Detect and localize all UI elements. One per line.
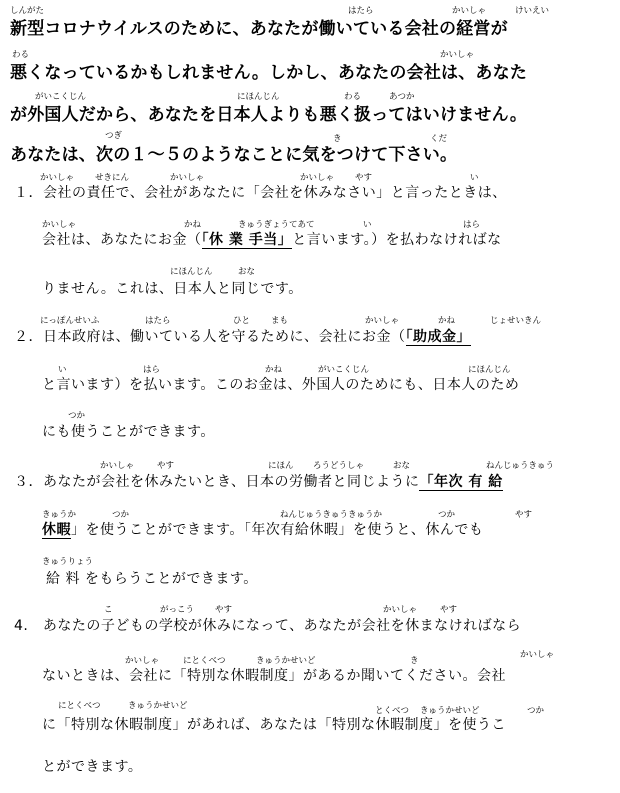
intro-line-3: が外国人だから、あなたを日本人よりも悪く扱ってはいけません。	[10, 105, 528, 125]
ruby-text: にっぽんせいふ	[40, 316, 100, 326]
joseikin-term: 「助成金」	[405, 329, 471, 345]
ruby-text: つか	[438, 510, 456, 520]
ruby-text: い	[363, 220, 372, 230]
ruby-text: かいしゃ	[440, 50, 475, 60]
nenji-yukyu-term: 「年次 有 給	[419, 474, 503, 490]
ruby-text: かいしゃ	[520, 650, 555, 660]
item-2-line-2: と言います）を払います。このお金は、外国人のためにも、日本人のため	[42, 377, 520, 393]
item-1-line-2-pre: 会社は、あなたにお金（	[42, 232, 202, 248]
ruby-text: にとくべつ	[183, 656, 226, 666]
ruby-text: かいしゃ	[125, 656, 160, 666]
ruby-text: つか	[68, 411, 86, 421]
ruby-text: やす	[157, 461, 175, 471]
ruby-text: つか	[527, 706, 545, 716]
ruby-text: い	[58, 365, 67, 375]
item-1-line-2	[42, 229, 502, 249]
item-3-line-2-post: 」を使うことができます。「年次有給休暇」を使うと、休んでも	[71, 522, 484, 538]
ruby-text: かいしゃ	[383, 605, 418, 615]
ruby-text: きゅうりょう	[42, 557, 94, 567]
ruby-text: き	[410, 656, 419, 666]
ruby-text: はら	[143, 365, 161, 375]
ruby-text: にほんじん	[468, 365, 511, 375]
ruby-text: じょせいきん	[490, 316, 542, 326]
ruby-text: かいしゃ	[40, 173, 75, 183]
ruby-text: つか	[112, 510, 130, 520]
kyugyo-teate-term: 「休 業 手当」	[201, 232, 293, 248]
ruby-text: にほん	[268, 461, 294, 471]
ruby-text: かいしゃ	[365, 316, 400, 326]
ruby-text: こ	[104, 605, 113, 615]
ruby-text: わる	[344, 92, 362, 102]
ruby-text: がっこう	[160, 605, 195, 615]
ruby-text: きゅうかせいど	[128, 701, 188, 711]
ruby-text: かね	[265, 365, 283, 375]
ruby-text: はたら	[145, 316, 171, 326]
ruby-text: きゅうかせいど	[420, 706, 480, 716]
ruby-text: やす	[355, 173, 373, 183]
ruby-text: かいしゃ	[100, 461, 135, 471]
item-3-line-2	[42, 519, 483, 539]
ruby-text: がいこくじん	[318, 365, 370, 375]
ruby-text: くだ	[430, 134, 448, 144]
ruby-text: がいこくじん	[35, 92, 87, 102]
ruby-text: はら	[463, 220, 481, 230]
item-2-line-3: にも使うことができます。	[42, 424, 215, 440]
item-4-line-1: 4. あなたの子どもの学校が休みになって、あなたが会社を休まなければなら	[14, 618, 522, 634]
item-4-line-3: に「特別な休暇制度」があれば、あなたは「特別な休暇制度」を使うこ	[42, 717, 506, 733]
ruby-text: にとくべつ	[58, 701, 101, 711]
ruby-text: きゅうぎょうてあて	[238, 220, 315, 230]
kyuka-term: 休暇	[42, 522, 71, 538]
ruby-text: にほんじん	[170, 267, 213, 277]
item-3-line-1-pre: ３．あなたが会社を休みたいとき、日本の労働者と同じように	[14, 474, 420, 490]
item-4-line-2: ないときは、会社に「特別な休暇制度」があるか聞いてください。会社	[42, 668, 506, 684]
ruby-text: おな	[238, 267, 256, 277]
ruby-text: かいしゃ	[452, 6, 487, 16]
ruby-text: かね	[184, 220, 202, 230]
ruby-text: ねんじゅうきゅう	[486, 461, 555, 471]
ruby-text: わる	[12, 50, 30, 60]
ruby-text: しんがた	[10, 6, 45, 16]
item-2-line-1	[14, 326, 471, 346]
ruby-text: あつか	[389, 92, 415, 102]
ruby-text: にほんじん	[237, 92, 280, 102]
ruby-text: とくべつ	[375, 706, 410, 716]
item-4-line-4: とができます。	[42, 759, 143, 775]
ruby-text: き	[333, 134, 342, 144]
ruby-text: ひと	[233, 316, 251, 326]
ruby-text: やす	[515, 510, 533, 520]
ruby-text: せきにん	[95, 173, 130, 183]
intro-line-1: 新型コロナウイルスのために、あなたが働いている会社の経営が	[10, 19, 508, 39]
ruby-text: ねんじゅうきゅうきゅうか	[280, 510, 383, 520]
ruby-text: かね	[438, 316, 456, 326]
ruby-text: ろうどうしゃ	[313, 461, 365, 471]
ruby-text: おな	[393, 461, 411, 471]
ruby-text: まも	[271, 316, 289, 326]
ruby-text: きゅうかせいど	[256, 656, 316, 666]
ruby-text: かいしゃ	[170, 173, 205, 183]
ruby-text: かいしゃ	[42, 220, 77, 230]
ruby-text: やす	[215, 605, 233, 615]
ruby-text: かいしゃ	[300, 173, 335, 183]
item-3-line-1	[14, 471, 503, 491]
ruby-text: い	[470, 173, 479, 183]
ruby-text: やす	[440, 605, 458, 615]
intro-line-4: あなたは、次の１～５のようなことに気をつけて下さい。	[10, 145, 458, 165]
intro-line-2: 悪くなっているかもしれません。しかし、あなたの会社は、あなた	[10, 63, 528, 83]
ruby-text: つぎ	[105, 131, 123, 141]
item-1-line-2-post: と言います。）を払わなければな	[292, 232, 502, 248]
item-1-line-1: １．会社の責任で、会社があなたに「会社を休みなさい」と言ったときは、	[14, 185, 507, 201]
item-3-line-3: 給 料 をもらうことができます。	[46, 571, 258, 587]
item-2-line-1-pre: ２．日本政府は、働いている人を守るために、会社にお金（	[14, 329, 406, 345]
ruby-text: はたら	[348, 6, 374, 16]
item-1-line-3: りません。これは、日本人と同じです。	[42, 281, 303, 297]
ruby-text: けいえい	[515, 6, 550, 16]
ruby-text: きゅうか	[42, 510, 77, 520]
